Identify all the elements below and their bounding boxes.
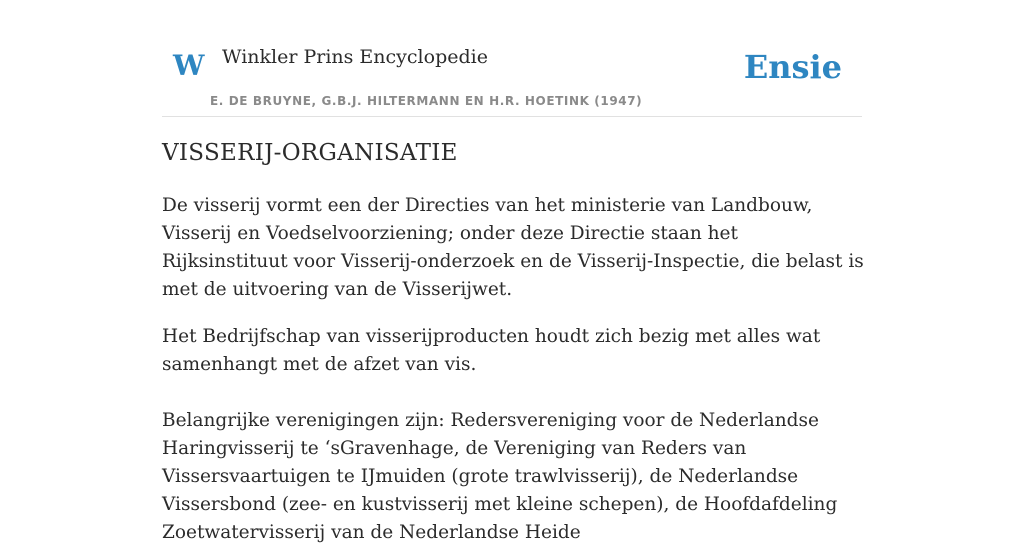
article-paragraph: Het Bedrijfschap van visserijproducten houdt zich bezig met alles wat samenhangt met de afzet van vis. [162,326,821,375]
article-paragraph: Belangrijke verenigingen zijn: Redersvereniging voor de Nederlandse Haringvisserij te ‘sGravenhage, de Vereniging van Reders van Vissersvaartuigen te IJmuiden (grote trawlvisserij), de Nederlandse Vissersbond (zee- en kustvisserij met kleine schepen), de Hoofdafdeling Zoetwatervisserij van de Nederlandse Heide [162,410,838,543]
page-container [162,0,864,543]
logo-icon[interactable]: W [173,49,205,82]
brand-logo[interactable]: Ensie [743,48,842,86]
authors-subtitle: E. DE BRUYNE, G.B.J. HILTERMANN EN H.R. HOETINK (1947) [210,94,643,108]
site-title[interactable]: Winkler Prins Encyclopedie [222,46,488,68]
article-paragraph: De visserij vormt een der Directies van het ministerie van Landbouw, Visserij en Voedselvoorziening; onder deze Directie staan het Rijksinstituut voor Visserij-onderzoek en de Visserij-Inspectie, die belast is met de uitvoering van de Visserijwet. [162,195,864,300]
site-header [162,0,862,117]
article-title: VISSERIJ-ORGANISATIE [162,140,458,166]
